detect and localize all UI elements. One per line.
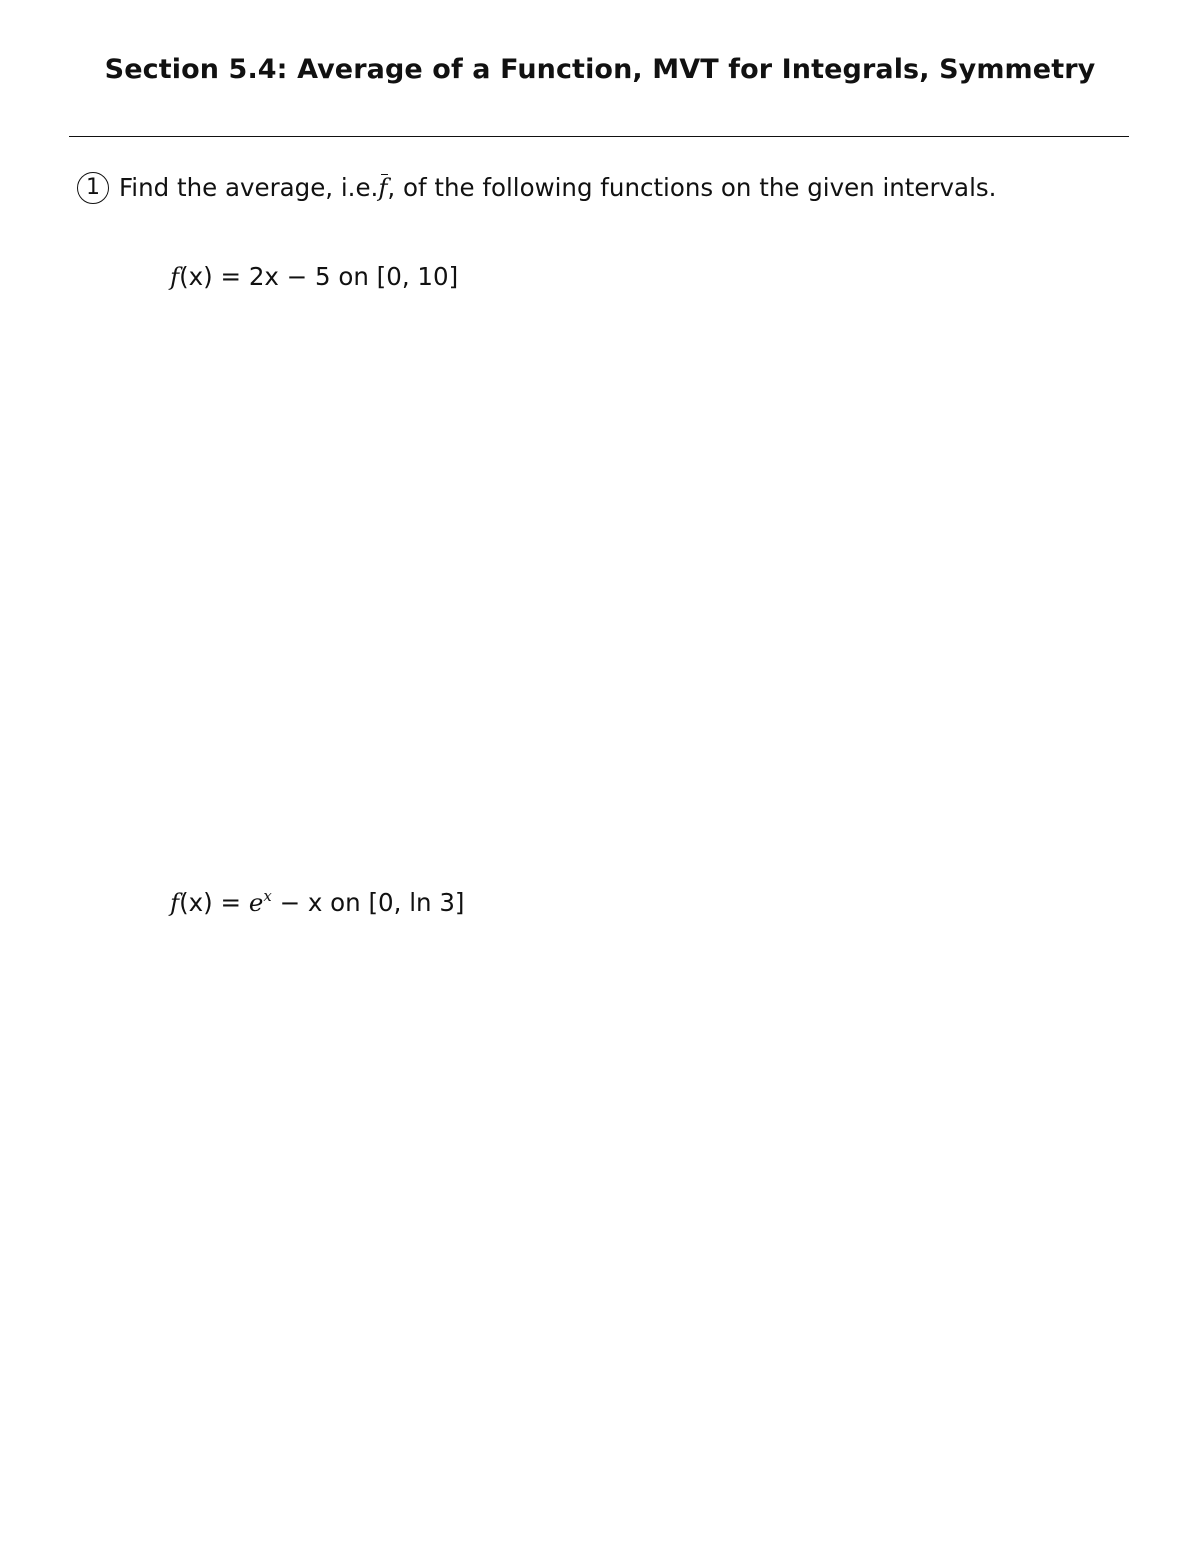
expression-2-interval: on [0, ln 3]: [322, 888, 465, 917]
expression-2: [170, 879, 464, 920]
expression-2-rest: − x: [271, 888, 323, 917]
expression-1-rhs: 2x − 5: [248, 262, 331, 291]
expression-1: [170, 260, 458, 294]
expression-1-function-args: (x): [179, 262, 213, 291]
expression-2-function-name: f: [170, 888, 180, 917]
expression-2-equals: =: [212, 888, 249, 917]
instruction-text-end: , of the following functions on the given intervals.: [387, 173, 997, 202]
page-title: Section 5.4: Average of a Function, MVT for Integrals, Symmetry: [104, 54, 1096, 85]
expression-1-interval: on [0, 10]: [330, 262, 459, 291]
instruction-text-start: Find the average, i.e.: [119, 173, 379, 202]
title-divider: [69, 136, 1129, 137]
expression-2-exponent: x: [263, 887, 272, 905]
expression-2-base: e: [248, 888, 264, 917]
problem-1-instruction: [77, 171, 996, 205]
f-bar-symbol: f: [378, 171, 387, 205]
expression-1-function-name: f: [170, 262, 180, 291]
problem-number-badge: 1: [77, 172, 109, 204]
expression-2-function-args: (x): [179, 888, 213, 917]
expression-1-equals: =: [212, 262, 249, 291]
